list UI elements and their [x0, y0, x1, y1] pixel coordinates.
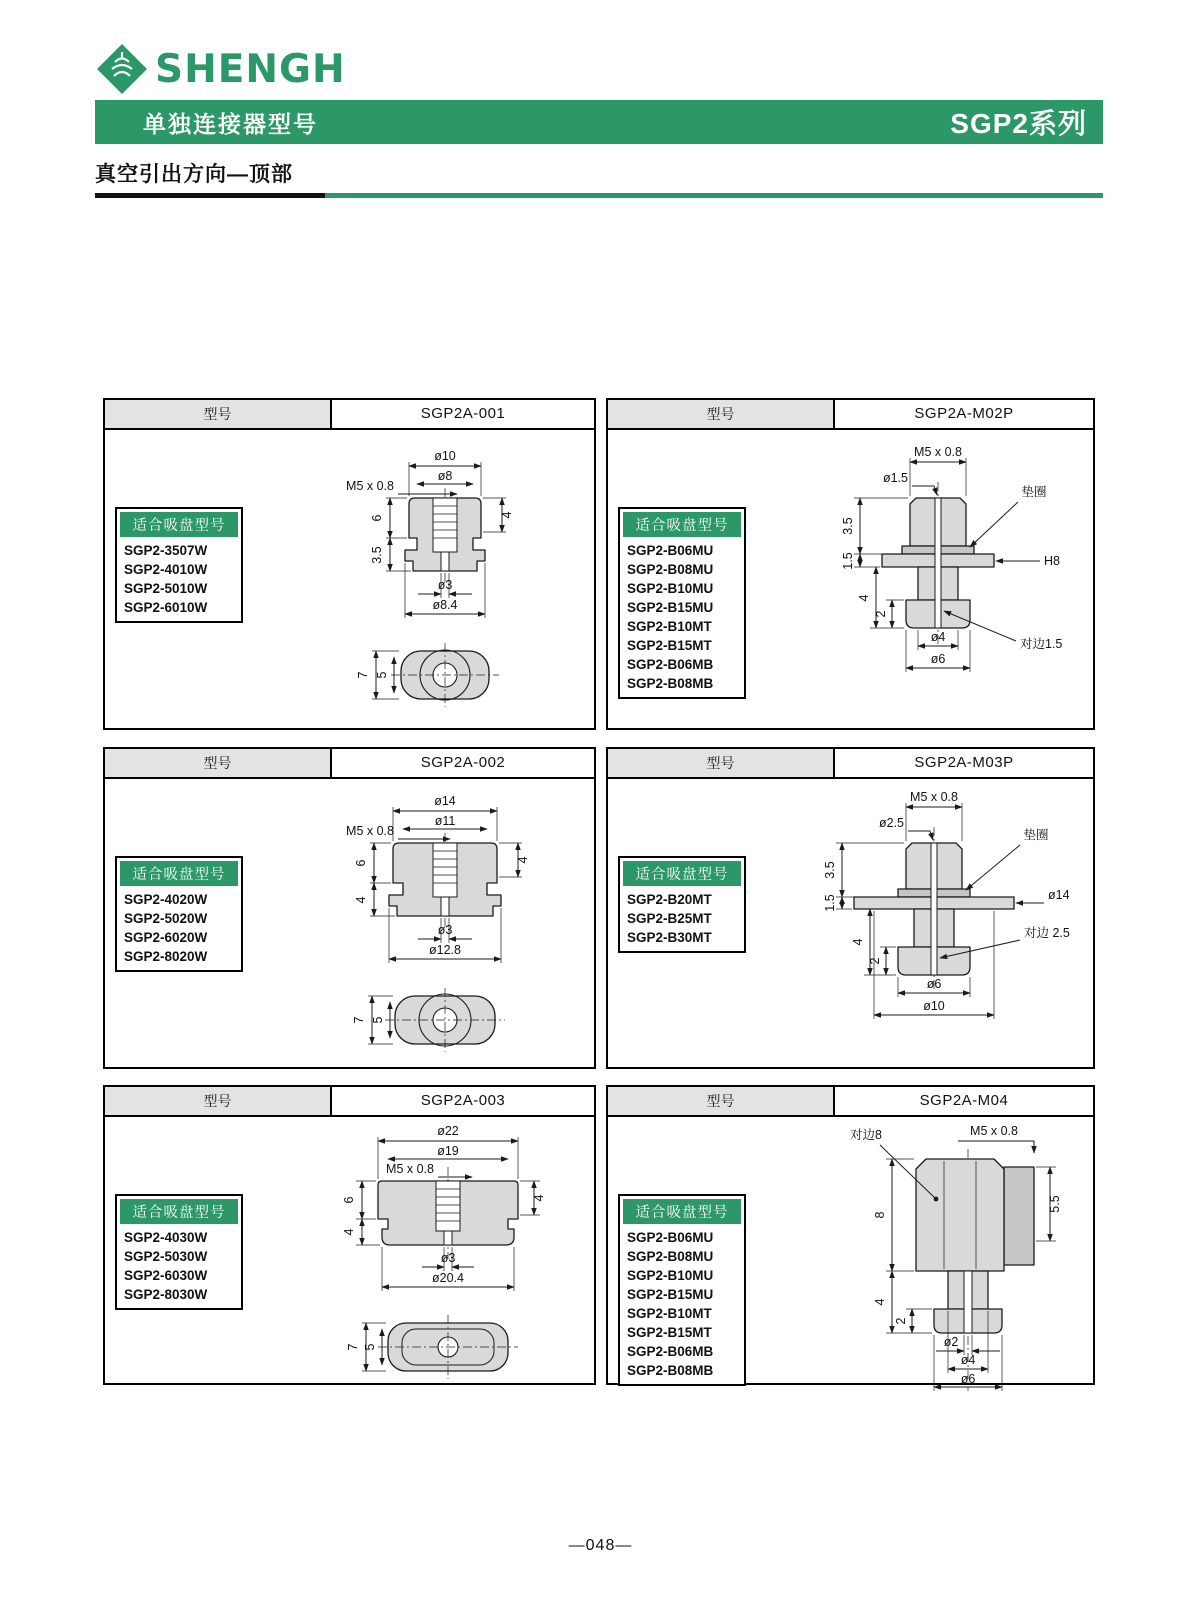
list-item: SGP2-B15MT — [627, 638, 712, 653]
dim-label: 4 — [354, 896, 368, 904]
panel-sgp2a-002 — [103, 747, 596, 1069]
bottom-view — [372, 643, 499, 707]
dim-label: 垫圈 — [1023, 828, 1049, 842]
bottom-view — [362, 1315, 518, 1379]
panel-header — [105, 400, 594, 430]
dim-label: 对边 2.5 — [1024, 926, 1070, 940]
list-item: SGP2-4030W — [124, 1230, 208, 1245]
panel-body — [608, 1117, 1093, 1385]
band-title-right: SGP2系列 — [950, 108, 1087, 139]
dim-label: 7 — [352, 1016, 366, 1024]
model-header-cell: 型号 — [608, 400, 835, 428]
dim-label: ø4 — [960, 1353, 976, 1367]
list-item: SGP2-6030W — [124, 1268, 208, 1283]
subtitle-rule — [95, 193, 1103, 198]
dim-label: ø20.4 — [432, 1271, 464, 1285]
panel-sgp2a-m03p — [606, 747, 1095, 1069]
dim-label: M5 x 0.8 — [914, 445, 962, 459]
list-item: SGP2-B06MB — [627, 657, 714, 672]
dim-label: 5 — [375, 671, 389, 679]
panel-header — [608, 749, 1093, 779]
model-name: SGP2A-M04 — [919, 1092, 1009, 1109]
fit-models-list — [620, 890, 744, 947]
model-header-cell: 型号 — [608, 749, 835, 777]
list-item: SGP2-6020W — [124, 930, 208, 945]
dim-label: ø11 — [434, 814, 456, 828]
section-subtitle: 真空引出方向—顶部 — [95, 163, 293, 186]
list-item: SGP2-B25MT — [627, 911, 712, 926]
logo-diamond-icon — [95, 42, 149, 96]
model-header-cell: 型号 — [105, 749, 332, 777]
fit-models-header: 适合吸盘型号 — [623, 1199, 741, 1224]
page-number: —048— — [568, 1537, 633, 1554]
dim-label: ø10 — [434, 449, 456, 463]
fit-models-list — [117, 541, 241, 617]
fit-models-box — [115, 856, 243, 972]
subtitle-rule-green — [325, 193, 1103, 198]
dim-label: H8 — [1044, 554, 1060, 568]
panel-sgp2a-m02p — [606, 398, 1095, 730]
list-item: SGP2-B10MU — [627, 581, 714, 596]
list-item: SGP2-6010W — [124, 600, 208, 615]
dim-label: ø4 — [930, 630, 946, 644]
fit-models-list — [117, 1228, 241, 1304]
dim-label: 2 — [868, 957, 882, 965]
panel-body — [608, 430, 1093, 730]
fit-models-header: 适合吸盘型号 — [623, 861, 741, 886]
dim-label: 对边1.5 — [1020, 637, 1063, 651]
panel-body — [105, 1117, 594, 1385]
dim-label: 7 — [346, 1343, 360, 1351]
panel-body — [105, 779, 594, 1069]
fit-models-box — [618, 507, 746, 699]
model-header-cell: 型号 — [105, 1087, 332, 1115]
dim-label: ø8.4 — [432, 598, 458, 612]
fit-models-box — [115, 1194, 243, 1310]
panel-header — [608, 400, 1093, 430]
list-item: SGP2-B15MU — [627, 1287, 714, 1302]
dim-label: ø1.5 — [882, 471, 908, 485]
model-name: SGP2A-M02P — [914, 405, 1014, 422]
dim-label: 4 — [500, 511, 514, 519]
dim-label: 4 — [516, 856, 530, 864]
bottom-view — [368, 988, 505, 1052]
fit-models-list — [117, 890, 241, 966]
dim-label: 6 — [370, 514, 384, 522]
dim-label: 6 — [354, 859, 368, 867]
list-item: SGP2-B06MU — [627, 1230, 714, 1245]
dim-label: ø10 — [923, 999, 945, 1013]
technical-drawing-sgp2a-003 — [310, 1119, 585, 1404]
model-name: SGP2A-001 — [420, 405, 506, 422]
band-title-left: 单独连接器型号 — [143, 110, 318, 137]
dim-label: ø19 — [437, 1144, 459, 1158]
dim-label: 3.5 — [841, 517, 855, 535]
dim-label: M5 x 0.8 — [346, 479, 394, 493]
panel-sgp2a-003 — [103, 1085, 596, 1385]
dim-label: ø6 — [930, 652, 946, 666]
list-item: SGP2-B08MU — [627, 1249, 714, 1264]
dim-label: 5.5 — [1048, 1195, 1062, 1213]
brand-wordmark: SHENGH — [155, 46, 346, 92]
panel-header — [608, 1087, 1093, 1117]
dim-label: 1.5 — [823, 894, 837, 912]
dim-label: ø3 — [437, 923, 453, 937]
list-item: SGP2-B08MB — [627, 676, 714, 691]
dim-label: 3.5 — [823, 861, 837, 879]
list-item: SGP2-3507W — [124, 543, 208, 558]
dim-label: 2 — [874, 610, 888, 618]
fit-models-box — [115, 507, 243, 623]
model-header-cell: 型号 — [608, 1087, 835, 1115]
technical-drawing-sgp2a-m04 — [808, 1119, 1083, 1404]
fit-models-header: 适合吸盘型号 — [120, 861, 238, 886]
list-item: SGP2-B06MB — [627, 1344, 714, 1359]
technical-drawing-sgp2a-m03p — [808, 785, 1083, 1070]
model-name: SGP2A-M03P — [914, 754, 1014, 771]
dim-label: ø2.5 — [878, 816, 904, 830]
panel-header — [105, 1087, 594, 1117]
fit-models-header: 适合吸盘型号 — [623, 512, 741, 537]
list-item: SGP2-5020W — [124, 911, 208, 926]
panel-body — [105, 430, 594, 730]
dim-label: 4 — [532, 1194, 546, 1202]
panel-body — [608, 779, 1093, 1069]
list-item: SGP2-5030W — [124, 1249, 208, 1264]
dim-label: 4 — [857, 594, 871, 602]
dim-label: ø6 — [926, 977, 942, 991]
dim-label: M5 x 0.8 — [386, 1162, 434, 1176]
fit-models-header: 适合吸盘型号 — [120, 1199, 238, 1224]
dim-label: 对边8 — [850, 1128, 882, 1142]
subtitle-rule-black — [95, 193, 325, 198]
list-item: SGP2-B10MT — [627, 619, 712, 634]
panel-header — [105, 749, 594, 779]
fit-models-list — [620, 541, 744, 693]
list-item: SGP2-B30MT — [627, 930, 712, 945]
list-item: SGP2-B15MU — [627, 600, 714, 615]
dim-label: ø14 — [434, 794, 456, 808]
fit-models-box — [618, 856, 746, 953]
panel-sgp2a-001 — [103, 398, 596, 730]
technical-drawing-sgp2a-001 — [310, 440, 585, 725]
list-item: SGP2-B10MU — [627, 1268, 714, 1283]
model-header-cell: 型号 — [105, 400, 332, 428]
series-band — [95, 100, 1103, 144]
dim-label: ø6 — [960, 1372, 976, 1386]
dim-label: 6 — [342, 1196, 356, 1204]
dim-label: ø3 — [437, 578, 453, 592]
dim-label: 5 — [363, 1343, 377, 1351]
list-item: SGP2-8030W — [124, 1287, 208, 1302]
list-item: SGP2-B08MU — [627, 562, 714, 577]
model-name: SGP2A-002 — [420, 754, 506, 771]
technical-drawing-sgp2a-m02p — [808, 440, 1083, 725]
fit-models-header: 适合吸盘型号 — [120, 512, 238, 537]
dim-label: 5 — [371, 1016, 385, 1024]
list-item: SGP2-B15MT — [627, 1325, 712, 1340]
dim-label: 8 — [873, 1211, 887, 1219]
brand-logo — [95, 40, 346, 98]
dim-label: 7 — [356, 671, 370, 679]
dim-label: ø12.8 — [429, 943, 461, 957]
panel-sgp2a-m04 — [606, 1085, 1095, 1385]
fit-models-box — [618, 1194, 746, 1386]
dim-label: M5 x 0.8 — [970, 1124, 1018, 1138]
dim-label: M5 x 0.8 — [910, 790, 958, 804]
dim-label: ø3 — [440, 1251, 456, 1265]
list-item: SGP2-4010W — [124, 562, 208, 577]
dim-label: 4 — [873, 1298, 887, 1306]
dim-label: 4 — [851, 938, 865, 946]
dim-label: 4 — [342, 1228, 356, 1236]
technical-drawing-sgp2a-002 — [310, 785, 585, 1070]
list-item: SGP2-8020W — [124, 949, 208, 964]
dim-label: M5 x 0.8 — [346, 824, 394, 838]
dim-label: 垫圈 — [1021, 485, 1047, 499]
list-item: SGP2-B06MU — [627, 543, 714, 558]
list-item: SGP2-4020W — [124, 892, 208, 907]
model-name: SGP2A-003 — [420, 1092, 506, 1109]
dim-label: ø2 — [943, 1335, 959, 1349]
dim-label: 2 — [894, 1317, 908, 1325]
dim-label: ø14 — [1048, 888, 1070, 902]
list-item: SGP2-B20MT — [627, 892, 712, 907]
dim-label: ø22 — [437, 1124, 459, 1138]
dim-label: 3.5 — [370, 546, 384, 564]
list-item: SGP2-B08MB — [627, 1363, 714, 1378]
dim-label: 1.5 — [841, 552, 855, 570]
dim-label: ø8 — [437, 469, 453, 483]
list-item: SGP2-B10MT — [627, 1306, 712, 1321]
list-item: SGP2-5010W — [124, 581, 208, 596]
fit-models-list — [620, 1228, 744, 1380]
